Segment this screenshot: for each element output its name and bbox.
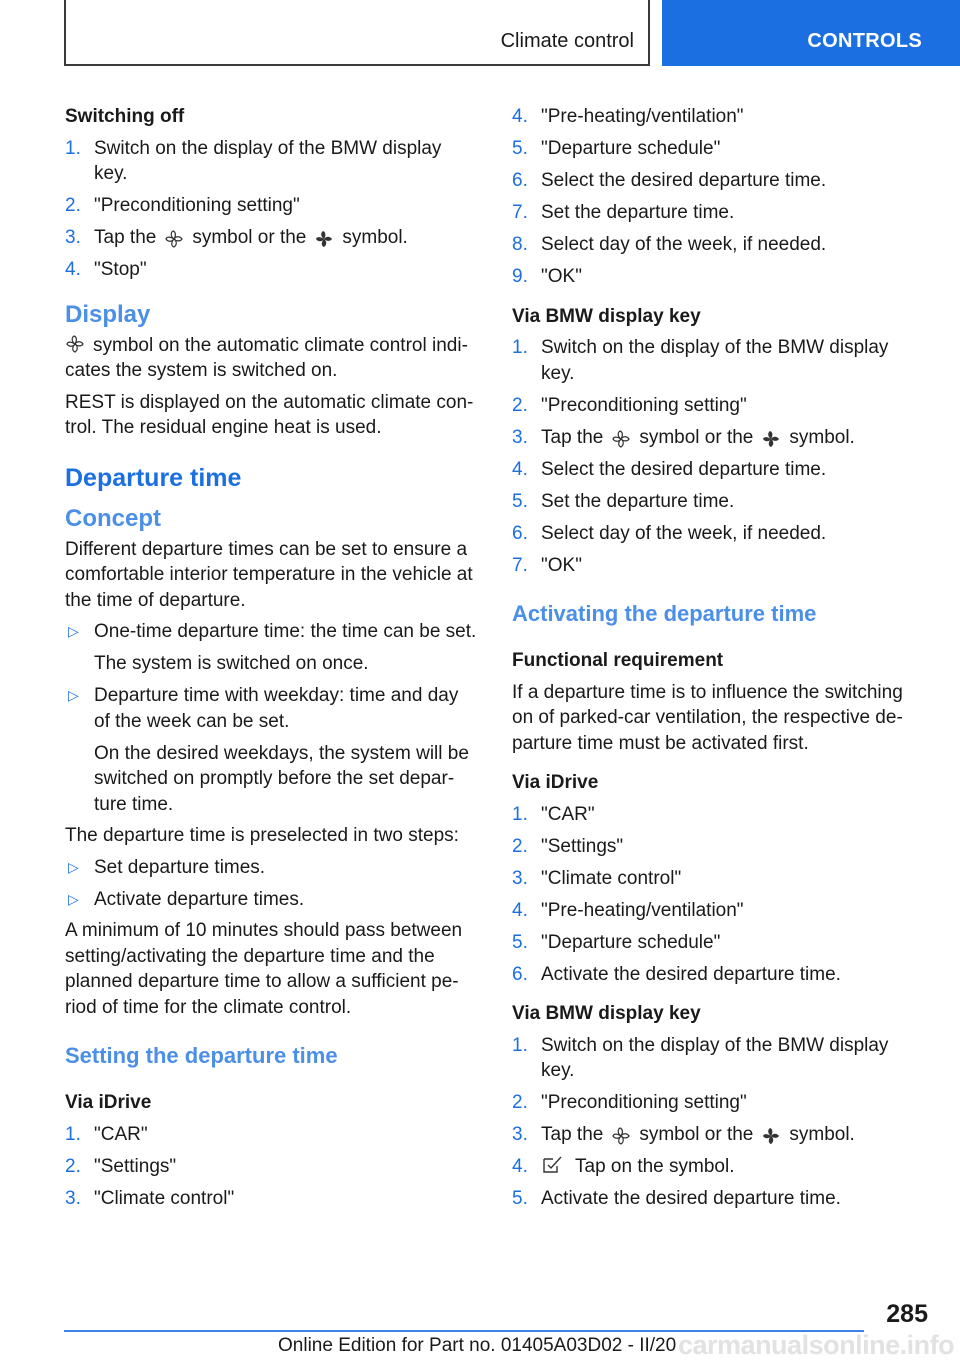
via-idrive-heading: Via iDrive — [512, 772, 599, 793]
step-text: Tap the — [541, 1124, 604, 1145]
fan-outline-icon — [65, 333, 93, 359]
bullet-subtext: On the desired weekdays, the system will be switched on promptly before the set departure time. — [94, 742, 469, 815]
list-item — [512, 457, 912, 483]
list-item — [512, 393, 912, 419]
functional-requirement-heading: Functional requirement — [512, 650, 724, 671]
step-number: 2. — [512, 394, 528, 416]
step-text: symbol or the — [639, 426, 754, 448]
step-text: "Settings" — [94, 1155, 177, 1177]
concept-paragraph: Different departure times can be set to ensure a comfortable interior temperature in the vehicle at the time of departure. — [65, 538, 473, 611]
step-text: "CAR" — [94, 1123, 148, 1145]
step-text: Select the desired departure time. — [541, 170, 827, 191]
list-item — [65, 257, 479, 283]
chapter-tab[interactable] — [662, 0, 960, 66]
list-item — [512, 834, 912, 860]
step-text: "Climate control" — [94, 1187, 235, 1209]
step-number: 6. — [512, 963, 528, 985]
step-text: "Preconditioning setting" — [94, 195, 300, 216]
list-item — [65, 1122, 479, 1148]
step-number: 2. — [512, 835, 528, 857]
activating-steps — [512, 802, 912, 988]
step-text: Activate the desired departure time. — [541, 1188, 841, 1209]
step-text: symbol. — [789, 1124, 855, 1145]
step-text: "Departure schedule" — [541, 138, 721, 159]
step-number: 5. — [512, 490, 528, 512]
step-text: Switch on the display of the BMW display key. — [541, 1034, 889, 1081]
two-steps-paragraph: The departure time is preselected in two steps: — [65, 825, 459, 846]
step-text: Select day of the week, if needed. — [541, 234, 827, 255]
header-frame — [64, 0, 650, 66]
triangle-bullet-icon: ▷ — [68, 623, 79, 639]
step-number: 4. — [512, 458, 528, 480]
via-key-heading-2: Via BMW display key — [512, 1003, 701, 1024]
step-text: symbol or the — [639, 1124, 754, 1145]
bullet-text: Departure time with weekday: time and day of the week can be set. — [94, 685, 459, 732]
step-text: "OK" — [541, 266, 582, 287]
step-number: 2. — [512, 1092, 528, 1113]
step-text: Tap the — [94, 227, 157, 248]
list-item — [512, 553, 912, 579]
fan-solid-icon — [753, 1125, 789, 1143]
fan-outline-icon — [603, 1125, 639, 1143]
left-column — [65, 104, 479, 1211]
list-item — [512, 168, 912, 194]
list-item — [65, 887, 479, 913]
switching-off-steps — [65, 136, 479, 283]
setting-steps — [65, 1122, 479, 1212]
list-item — [512, 1186, 912, 1212]
list-item — [512, 425, 912, 451]
step-text: Tap on the symbol. — [575, 1156, 735, 1177]
step-text: Set the departure time. — [541, 202, 735, 223]
step-text: "Preconditioning setting" — [541, 1092, 747, 1113]
step-number: 3. — [65, 227, 81, 248]
step-text: "CAR" — [541, 803, 595, 825]
list-item — [65, 683, 479, 817]
step-number: 3. — [512, 1124, 528, 1145]
step-text: Select the desired departure time. — [541, 458, 827, 480]
list-item — [512, 521, 912, 547]
step-text: "Departure schedule" — [541, 931, 721, 953]
via-idrive-heading: Via iDrive — [65, 1092, 152, 1113]
list-item — [512, 1033, 912, 1084]
bullet-text: One-time departure time: the time can be set. — [94, 621, 477, 642]
list-item — [65, 1186, 479, 1212]
list-item — [65, 1154, 479, 1180]
list-item — [512, 264, 912, 290]
step-text: "Climate control" — [541, 867, 682, 889]
fan-solid-icon — [306, 228, 342, 246]
fan-solid-icon — [753, 428, 789, 446]
step-number: 6. — [512, 522, 528, 544]
minimum-paragraph: A minimum of 10 minutes should pass between setting/activating the departure time and the planned departure time to allow a sufficient period of time for the climate control. — [65, 920, 463, 1018]
list-item — [512, 898, 912, 924]
step-text: Set the departure time. — [541, 490, 735, 512]
step-text: symbol or the — [192, 227, 307, 248]
list-item — [512, 232, 912, 258]
departure-time-heading: Departure time — [65, 463, 242, 492]
step-number: 1. — [65, 137, 81, 159]
list-item — [65, 619, 479, 677]
list-item — [512, 1122, 912, 1148]
step-number: 3. — [65, 1187, 81, 1209]
step-text: Select day of the week, if needed. — [541, 522, 827, 544]
step-number: 4. — [65, 259, 81, 280]
chapter-tab-label: CONTROLS — [807, 30, 922, 52]
rest-paragraph: REST is displayed on the automatic climate control. The residual engine heat is used. — [65, 391, 474, 438]
list-item — [512, 930, 912, 956]
section-title: Climate control — [500, 30, 634, 52]
step-number: 3. — [512, 867, 528, 889]
list-item — [512, 1090, 912, 1116]
step-number: 7. — [512, 554, 528, 576]
display-heading: Display — [65, 300, 151, 328]
via-key-heading: Via BMW display key — [512, 305, 701, 327]
step-number: 1. — [65, 1123, 81, 1145]
triangle-bullet-icon: ▷ — [68, 858, 79, 875]
list-item — [65, 855, 479, 881]
list-item — [512, 104, 912, 130]
watermark-text: carmanualsonline.info — [678, 1330, 955, 1360]
display-paragraph — [65, 333, 479, 384]
step-text: "Stop" — [94, 259, 147, 280]
step-number: 5. — [512, 138, 528, 159]
step-text: symbol. — [789, 426, 855, 448]
list-item — [512, 962, 912, 988]
two-steps-list — [65, 855, 479, 913]
list-item — [512, 335, 912, 386]
step-text: "Pre-heating/ventilation" — [541, 899, 744, 921]
step-text: "Pre-heating/ventilation" — [541, 106, 744, 127]
list-item — [512, 866, 912, 892]
setting-steps-continued — [512, 104, 912, 290]
activating-key-steps — [512, 1033, 912, 1212]
step-text: "OK" — [541, 554, 582, 576]
concept-heading: Concept — [65, 504, 161, 532]
triangle-bullet-icon: ▷ — [68, 890, 79, 907]
list-item — [512, 1154, 912, 1180]
list-item — [65, 225, 479, 251]
requirement-paragraph: If a departure time is to influence the switching on of parked-car ventilation, the respective departure time must be activated first. — [512, 681, 903, 754]
list-item — [512, 802, 912, 828]
step-number: 3. — [512, 426, 528, 448]
step-number: 1. — [512, 803, 528, 825]
via-key-steps — [512, 335, 912, 578]
step-text: Tap the — [541, 426, 604, 448]
bullet-text: Set departure times. — [94, 856, 266, 878]
list-item — [512, 200, 912, 226]
edit-check-icon — [541, 1154, 575, 1180]
switching-off-heading: Switching off — [65, 106, 185, 127]
triangle-bullet-icon: ▷ — [68, 687, 79, 703]
step-number: 5. — [512, 1188, 528, 1209]
step-number: 2. — [65, 195, 81, 216]
list-item — [65, 136, 479, 187]
step-text: Switch on the display of the BMW display key. — [541, 337, 889, 384]
right-column — [512, 104, 912, 1212]
step-number: 4. — [512, 899, 528, 921]
bullet-text: Activate departure times. — [94, 888, 305, 910]
display-text: symbol on the automatic climate control indicates the system is switched on. — [65, 334, 468, 381]
step-number: 6. — [512, 170, 528, 191]
step-number: 8. — [512, 234, 528, 255]
step-number: 7. — [512, 202, 528, 223]
step-number: 5. — [512, 931, 528, 953]
step-number: 4. — [512, 106, 528, 127]
step-text: symbol. — [342, 227, 408, 248]
page-number: 285 — [886, 1300, 928, 1328]
step-number: 2. — [65, 1155, 81, 1177]
list-item — [65, 193, 479, 219]
step-text: Switch on the display of the BMW display key. — [94, 137, 442, 184]
step-number: 1. — [512, 337, 528, 358]
edition-text: Online Edition for Part no. 01405A03D02 - II/20 — [278, 1335, 677, 1356]
step-number: 1. — [512, 1034, 528, 1056]
step-number: 4. — [512, 1156, 528, 1177]
bullet-subtext: The system is switched on once. — [94, 653, 369, 674]
step-number: 9. — [512, 266, 528, 287]
list-item — [512, 489, 912, 515]
step-text: "Preconditioning setting" — [541, 394, 747, 416]
step-text: Activate the desired departure time. — [541, 963, 841, 985]
step-text: "Settings" — [541, 835, 624, 857]
activating-heading: Activating the departure time — [512, 601, 817, 626]
list-item — [512, 136, 912, 162]
fan-outline-icon — [603, 428, 639, 446]
setting-heading: Setting the departure time — [65, 1043, 338, 1068]
fan-outline-icon — [156, 228, 192, 246]
departure-types-list — [65, 619, 479, 817]
